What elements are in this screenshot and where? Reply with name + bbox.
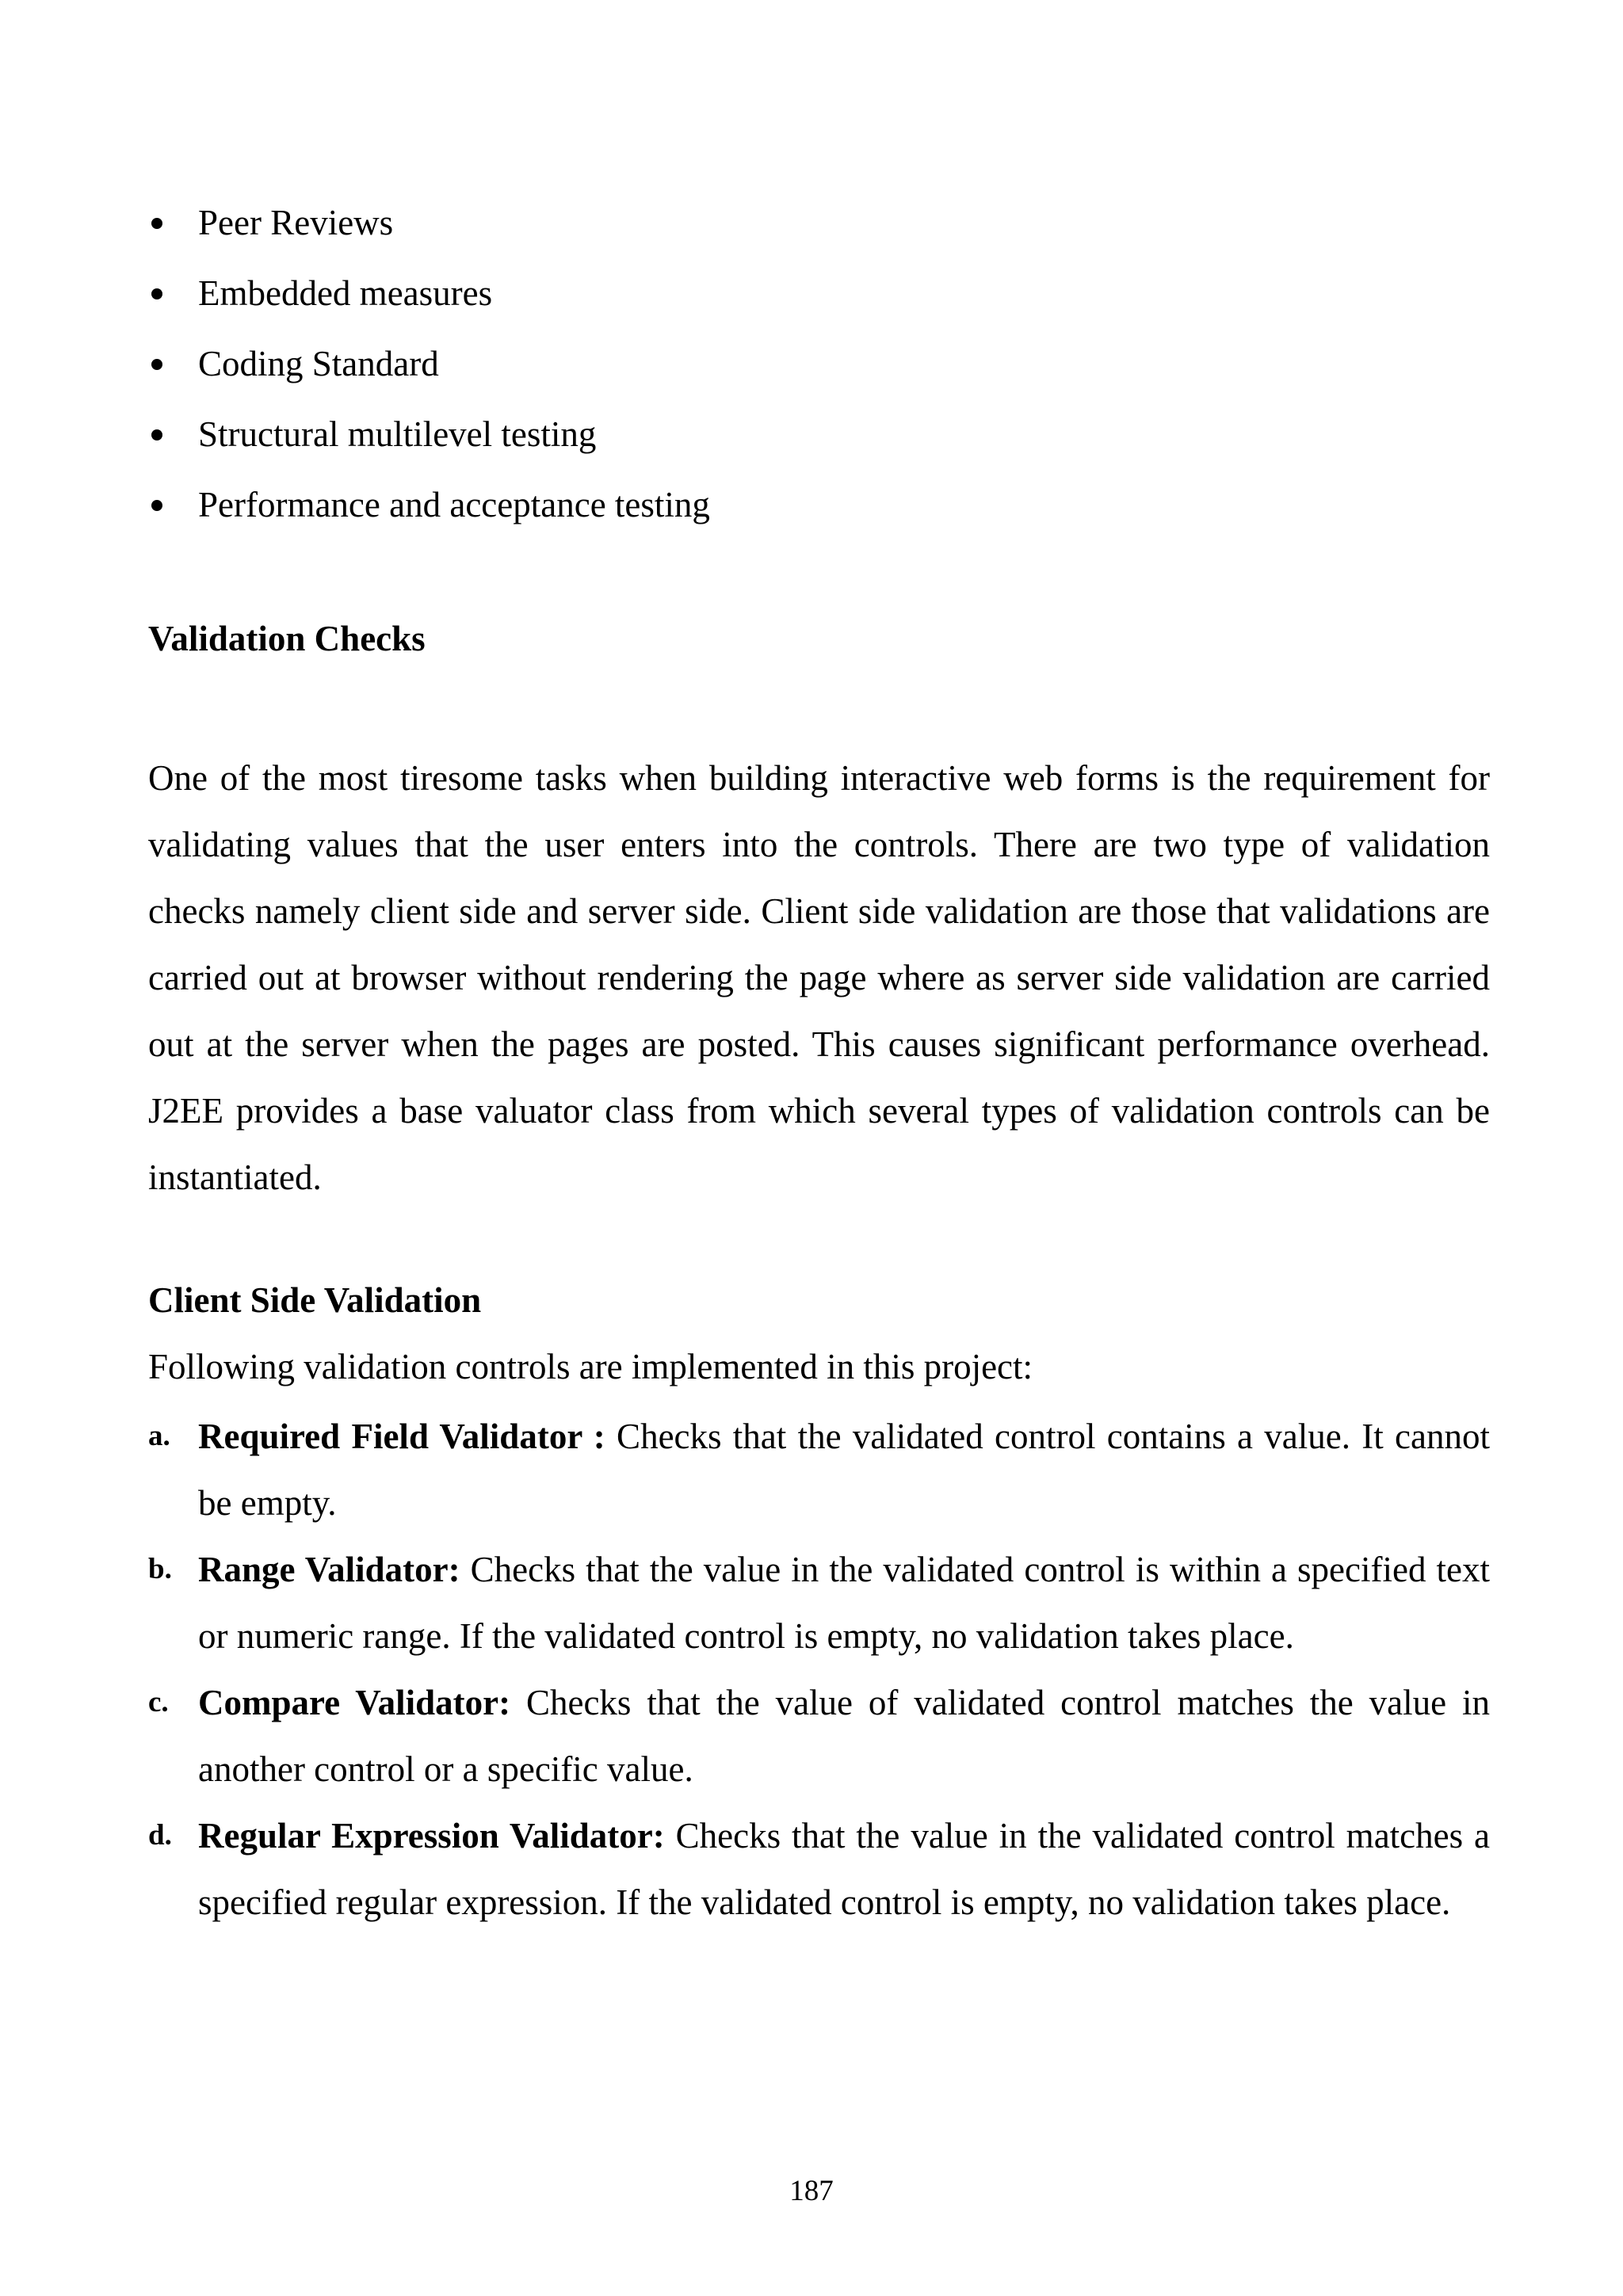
- bullet-text: Embedded measures: [198, 273, 493, 313]
- validator-term: Compare Validator:: [198, 1683, 511, 1722]
- bullet-item: [148, 267, 710, 338]
- validator-letter: b.: [148, 1553, 172, 1585]
- client-side-intro: Following validation controls are implemented in this project:: [148, 1347, 1033, 1386]
- bullet-dot-icon: [151, 359, 162, 370]
- validator-item-regular-expression: [148, 1802, 1490, 1936]
- validator-description: Checks that the value in the validated control matches a specified regular expression. If the validated control is empty, no validation takes place.: [198, 1816, 1491, 1922]
- validator-item-range: [148, 1536, 1490, 1669]
- validator-letter: c.: [148, 1686, 169, 1718]
- validator-term: Range Validator:: [198, 1550, 460, 1589]
- bullet-dot-icon: [151, 429, 162, 441]
- bullet-text: Coding Standard: [198, 344, 439, 383]
- bullet-item: [148, 408, 710, 479]
- validator-item-required-field: [148, 1403, 1490, 1536]
- bullet-text: Performance and acceptance testing: [198, 485, 710, 524]
- validation-checks-heading: Validation Checks: [148, 619, 426, 658]
- validator-term: Required Field Validator :: [198, 1417, 605, 1456]
- bullet-dot-icon: [151, 500, 162, 511]
- bullet-item: [148, 196, 710, 267]
- bullet-text: Structural multilevel testing: [198, 414, 597, 454]
- validator-term: Regular Expression Validator:: [198, 1816, 665, 1855]
- validator-description: Checks that the value of validated control matches the value in another control or a specific value.: [198, 1683, 1490, 1789]
- client-side-validation-heading: Client Side Validation: [148, 1280, 482, 1320]
- validator-letter: d.: [148, 1819, 172, 1852]
- bullet-item: [148, 479, 710, 549]
- bullet-dot-icon: [151, 288, 162, 299]
- bullet-text: Peer Reviews: [198, 203, 394, 242]
- validator-description: Checks that the value in the validated control is within a specified text or numeric range. If the validated control is empty, no validation takes place.: [198, 1550, 1490, 1656]
- bullet-dot-icon: [151, 218, 162, 229]
- validator-description: Checks that the validated control contains a value. It cannot be empty.: [198, 1417, 1491, 1523]
- validator-letter: a.: [148, 1420, 170, 1452]
- validator-list: [148, 1403, 1490, 1936]
- bullet-list: [148, 196, 710, 549]
- bullet-item: [148, 338, 710, 408]
- validation-checks-paragraph: One of the most tiresome tasks when building interactive web forms is the requirement for validating values that the user enters into the controls. There are two type of validation checks namely client side and server side. Client side validation are those that validations are carried out at browser without rendering the page where as server side validation are carried out at the server when the pages are posted. This causes significant performance overhead. J2EE provides a base valuator class from which several types of validation controls can be instantiated.: [148, 758, 1490, 1197]
- validator-item-compare: [148, 1669, 1490, 1802]
- page-number: 187: [789, 2175, 834, 2207]
